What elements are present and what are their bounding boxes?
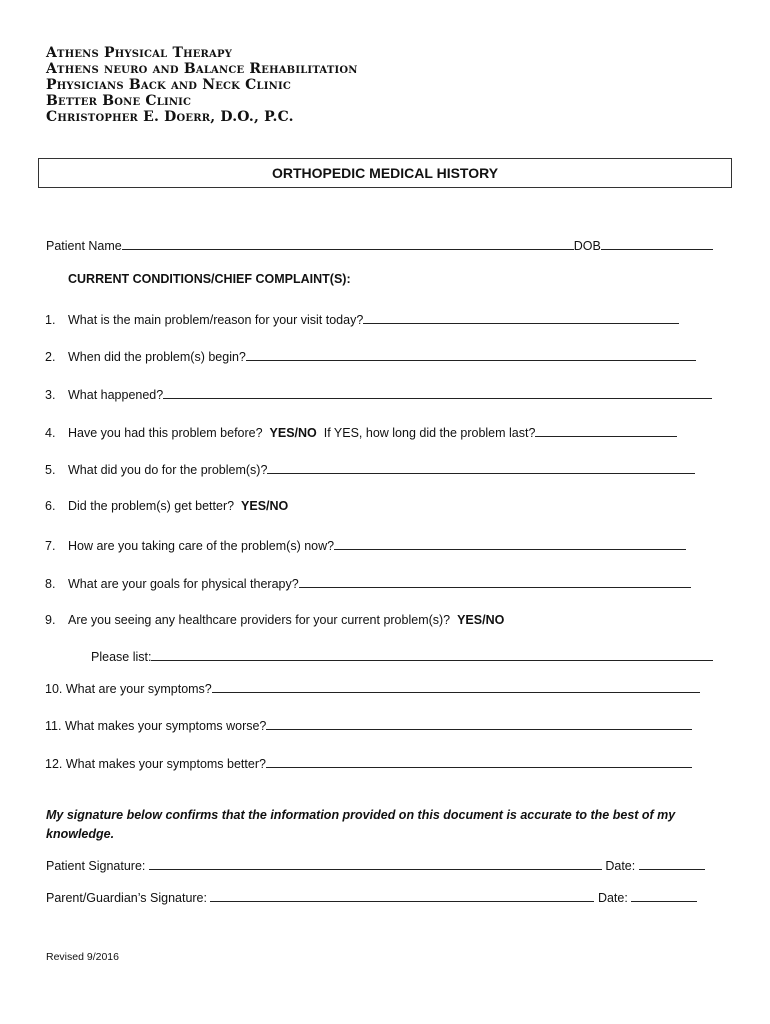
patient-signature-field[interactable] (149, 857, 602, 870)
question-text: What are your goals for physical therapy? (68, 577, 299, 591)
question-row (45, 680, 700, 696)
clinic-name: Athens Physical Therapy (46, 45, 233, 61)
clinic-name: Physicians Back and Neck Clinic (46, 77, 291, 93)
answer-field[interactable] (267, 461, 695, 474)
guardian-signature-field[interactable] (210, 889, 594, 902)
question-row (45, 386, 712, 402)
question-row (45, 613, 504, 627)
question-row (45, 461, 695, 477)
question-text: What happened? (68, 388, 164, 402)
question-text: What is the main problem/reason for your visit today? (68, 313, 364, 327)
guardian-signature-row (46, 889, 697, 905)
guardian-date-field[interactable] (631, 889, 697, 902)
question-text: What makes your symptoms better? (65, 757, 266, 771)
section-heading: CURRENT CONDITIONS/CHIEF COMPLAINT(S): (68, 272, 351, 286)
question-text: What did you do for the problem(s)? (68, 463, 268, 477)
question-row (45, 575, 691, 591)
date-label: Date: (597, 891, 628, 905)
patient-signature-label: Patient Signature: (46, 859, 146, 873)
question-number: 10. (45, 682, 63, 696)
clinic-header (46, 45, 358, 125)
question-number: 8. (45, 577, 56, 591)
question-followup: If YES, how long did the problem last? (323, 426, 536, 440)
question-text: Did the problem(s) get better? (68, 499, 235, 513)
clinic-name: Christopher E. Doerr, D.O., P.C. (46, 109, 294, 125)
answer-field[interactable] (163, 386, 712, 399)
guardian-signature-label: Parent/Guardian’s Signature: (46, 891, 207, 905)
please-list-field[interactable] (151, 648, 713, 661)
question-number: 11. (45, 719, 62, 733)
answer-field[interactable] (266, 755, 692, 768)
question-number: 2. (45, 350, 56, 364)
form-title-box (38, 158, 732, 188)
question-text: What makes your symptoms worse? (64, 719, 267, 733)
question-number: 7. (45, 539, 56, 553)
question-number: 3. (45, 388, 56, 402)
yes-no-option[interactable]: YES/NO (241, 499, 289, 513)
question-text: Have you had this problem before? (68, 426, 263, 440)
question-text: When did the problem(s) begin? (68, 350, 246, 364)
question-text: Are you seeing any healthcare providers for your current problem(s)? (68, 613, 451, 627)
dob-label: DOB (573, 239, 601, 253)
question-row (45, 424, 677, 440)
date-label: Date: (605, 859, 636, 873)
answer-field[interactable] (246, 348, 696, 361)
clinic-name: Better Bone Clinic (46, 93, 192, 109)
answer-field[interactable] (535, 424, 677, 437)
patient-name-field[interactable] (122, 237, 574, 250)
question-number: 12. (45, 757, 63, 771)
question-number: 5. (45, 463, 56, 477)
patient-name-row (46, 237, 713, 253)
question-number: 1. (45, 313, 56, 327)
yes-no-option[interactable]: YES/NO (457, 613, 505, 627)
revision-note: Revised 9/2016 (46, 951, 119, 963)
question-number: 9. (45, 613, 56, 627)
patient-signature-row (46, 857, 705, 873)
question-row (45, 537, 686, 553)
answer-field[interactable] (299, 575, 691, 588)
question-number: 4. (45, 426, 56, 440)
question-text: How are you taking care of the problem(s) now? (68, 539, 335, 553)
question-text: What are your symptoms? (65, 682, 212, 696)
answer-field[interactable] (212, 680, 700, 693)
question-row (45, 311, 679, 327)
question-row (45, 755, 692, 771)
answer-field[interactable] (334, 537, 686, 550)
patient-name-label: Patient Name (46, 239, 122, 253)
question-row (45, 717, 692, 733)
signature-statement: My signature below confirms that the information provided on this document is accurate to the best of my knowledge. (46, 808, 676, 841)
question-row (45, 348, 696, 364)
answer-field[interactable] (363, 311, 679, 324)
form-title: ORTHOPEDIC MEDICAL HISTORY (271, 165, 499, 181)
question-row (45, 499, 288, 513)
please-list-row (91, 648, 713, 664)
dob-field[interactable] (601, 237, 713, 250)
yes-no-option[interactable]: YES/NO (269, 426, 317, 440)
please-list-label: Please list: (91, 650, 152, 664)
patient-date-field[interactable] (639, 857, 705, 870)
question-number: 6. (45, 499, 56, 513)
answer-field[interactable] (266, 717, 692, 730)
clinic-name: Athens neuro and Balance Rehabilitation (46, 61, 358, 77)
